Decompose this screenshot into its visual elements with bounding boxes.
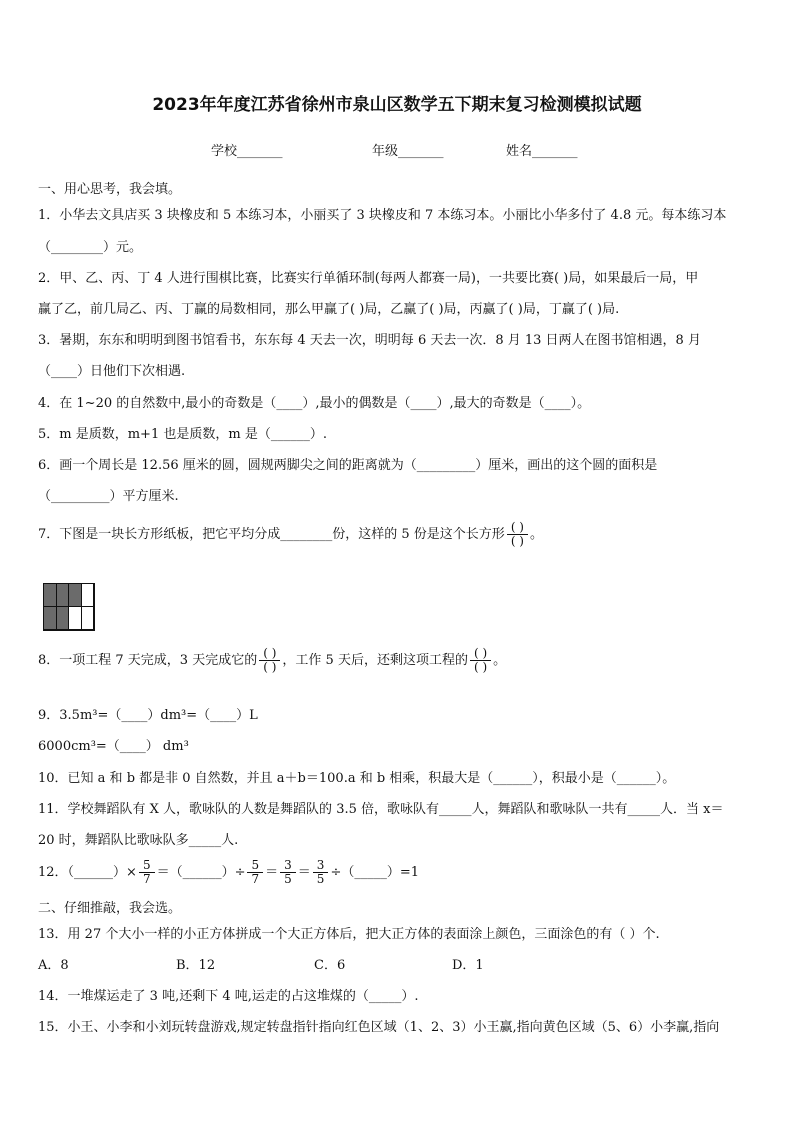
- question-15: 15．小王、小李和小刘玩转盘游戏,规定转盘指针指向红色区域（1、2、3）小王赢,指向黄色区域（5、6）小李赢,指向: [38, 1020, 720, 1035]
- question-6-line-2: （_________）平方厘米.: [38, 489, 179, 504]
- question-10: 10．已知 a 和 b 都是非 0 自然数，并且 a＋b＝100.a 和 b 相乘，积最大是（______），积最小是（______）。: [38, 771, 676, 786]
- question-13-option-a[interactable]: A．8: [38, 958, 69, 973]
- question-8: 8．一项工程 7 天完成，3 天完成它的 $\frac{( )}{( )}$ ，工作 5 天后，还剩这项工程的 $\frac{( )}{( )}$ 。: [38, 646, 507, 674]
- question-13: 13．用 27 个大小一样的小正方体拼成一个大正方体后，把大正方体的表面涂上颜色，三面涂色的有（ ）个.: [38, 927, 660, 942]
- page-title: 2023年年度江苏省徐州市泉山区数学五下期末复习检测模拟试题: [152, 95, 642, 115]
- fraction-3-5: $\frac{3}{5}$: [313, 859, 329, 886]
- question-3-line-2: （____）日他们下次相遇.: [38, 364, 186, 379]
- question-13-option-b[interactable]: B．12: [176, 958, 216, 973]
- fraction-blank: $\frac{( )}{( )}$: [507, 521, 528, 548]
- question-7-text: 7．下图是一块长方形纸板，把它平均分成________份，这样的 5 份是这个长方形: [38, 527, 505, 542]
- section-one-heading: 一、用心思考，我会填。: [38, 182, 182, 197]
- rectangle-grid-figure: [43, 583, 95, 631]
- question-12: 12．（______）× $\frac{5}{7}$ ＝（______）÷ $\frac{5}{7}$ ＝ $\frac{3}{5}$ ＝ $\frac{3}{5}$ ÷（_____）=1: [38, 858, 419, 886]
- fraction-5-7: $\frac{5}{7}$: [139, 859, 155, 886]
- question-7: 7．下图是一块长方形纸板，把它平均分成________份，这样的 5 份是这个长方形 $\frac{( )}{( )}$ 。: [38, 520, 544, 548]
- question-11-line-1: 11．学校舞蹈队有 X 人，歌咏队的人数是舞蹈队的 3.5 倍，歌咏队有_____人，舞蹈队和歌咏队一共有_____人．当 x＝: [38, 802, 724, 817]
- grade-field: 年级_______: [372, 144, 444, 159]
- question-2-line-1: 2．甲、乙、丙、丁 4 人进行围棋比赛，比赛实行单循环制(每两人都赛一局)，一共要比赛( )局，如果最后一局，甲: [38, 271, 699, 286]
- fraction-5-7: $\frac{5}{7}$: [247, 859, 263, 886]
- name-field: 姓名_______: [506, 144, 578, 159]
- question-11-line-2: 20 时，舞蹈队比歌咏队多_____人.: [38, 833, 239, 848]
- school-field: 学校_______: [211, 144, 283, 159]
- fraction-blank: $\frac{( )}{( )}$: [259, 647, 280, 674]
- question-4: 4．在 1~20 的自然数中,最小的奇数是（____）,最小的偶数是（____）,最大的奇数是（____）。: [38, 396, 591, 411]
- fraction-blank: $\frac{( )}{( )}$: [470, 647, 491, 674]
- question-1-line-1: 1．小华去文具店买 3 块橡皮和 5 本练习本，小丽买了 3 块橡皮和 7 本练习本。小丽比小华多付了 4.8 元。每本练习本: [38, 208, 727, 223]
- question-1-line-2: （________）元。: [38, 240, 143, 255]
- question-5: 5．m 是质数，m+1 也是质数，m 是（______）.: [38, 427, 327, 442]
- question-13-option-c[interactable]: C．6: [314, 958, 346, 973]
- question-3-line-1: 3．暑期，东东和明明到图书馆看书，东东每 4 天去一次，明明每 6 天去一次．8 月 13 日两人在图书馆相遇，8 月: [38, 333, 701, 348]
- section-two-heading: 二、仔细推敲，我会选。: [38, 901, 182, 916]
- question-2-line-2: 赢了乙，前几局乙、丙、丁赢的局数相同，那么甲赢了( )局，乙赢了( )局，丙赢了( )局，丁赢了( )局.: [38, 302, 620, 317]
- question-14: 14．一堆煤运走了 3 吨,还剩下 4 吨,运走的占这堆煤的（_____）.: [38, 989, 419, 1004]
- question-6-line-1: 6．画一个周长是 12.56 厘米的圆，圆规两脚尖之间的距离就为（_________）厘米，画出的这个圆的面积是: [38, 458, 658, 473]
- fraction-3-5: $\frac{3}{5}$: [280, 859, 296, 886]
- question-9-line-2: 6000cm³=（____） dm³: [38, 739, 189, 754]
- question-13-option-d[interactable]: D．1: [452, 958, 484, 973]
- question-9-line-1: 9．3.5m³=（____）dm³=（____）L: [38, 708, 258, 723]
